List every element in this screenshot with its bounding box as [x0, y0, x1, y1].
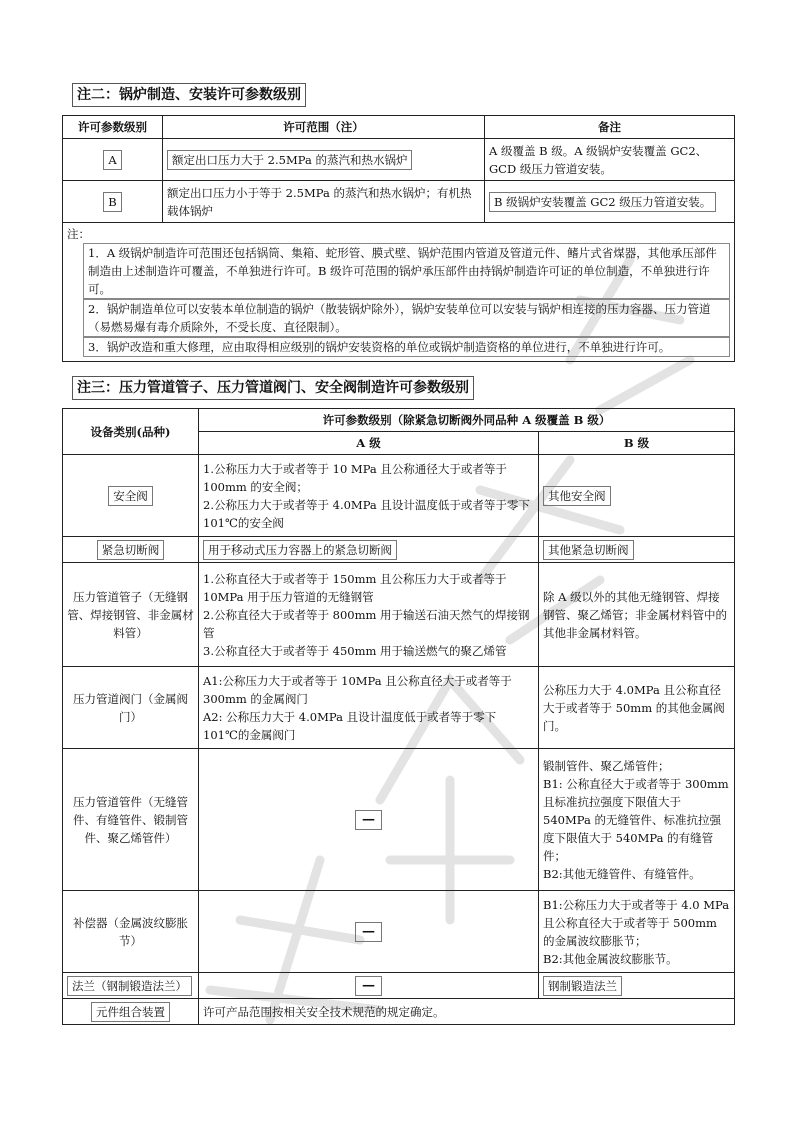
scope-cell: 额定出口压力大于 2.5MPa 的蒸汽和热水锅炉 [167, 150, 412, 170]
section2-title: 注二：锅炉制造、安装许可参数级别 [72, 83, 306, 107]
note-item: 2．锅炉制造单位可以安装本单位制造的锅炉（散装锅炉除外），锅炉安装单位可以安装与锅炉相连接的压力容器、压力管道（易燃易爆有毒介质除外，不受长度、直径限制）。 [83, 299, 730, 337]
note-item: 1．A 级锅炉制造许可范围还包括锅筒、集箱、蛇形管、膜式壁、锅炉范围内管道及管道元件、鳍片式省煤器，其他承压部件制造由上述制造许可覆盖，不单独进行许可。B 级许可范围的锅炉承压部件由持锅炉制造许可证的单位制造，不单独进行许可。 [83, 243, 730, 299]
b-level-cell: 公称压力大于 4.0MPa 且公称直径大于或者等于 50mm 的其他金属阀门。 [539, 667, 735, 749]
col-header-a: A 级 [199, 432, 539, 455]
table-row [63, 749, 735, 891]
table-row [63, 667, 735, 749]
section3-title: 注三：压力管道管子、压力管道阀门、安全阀制造许可参数级别 [72, 376, 474, 400]
col-header-levels: 许可参数级别（除紧急切断阀外同品种 A 级覆盖 B 级） [199, 409, 735, 432]
pipe-level-table [62, 408, 735, 1025]
a-level-cell: — [355, 922, 382, 942]
a-level-cell: 1.公称直径大于或者等于 150mm 且公称压力大于或者等于 10MPa 用于压力管道的无缝钢管 2.公称直径大于或者等于 800mm 用于输送石油天然气的焊接钢管 3.公称直径大于或者等于 450mm 用于输送燃气的聚乙烯管 [199, 563, 539, 667]
category-cell: 安全阀 [108, 486, 153, 506]
category-cell: 法兰（钢制锻造法兰） [67, 976, 192, 996]
category-cell: 压力管道管件（无缝管件、有缝管件、锻制管件、聚乙烯管件） [63, 749, 199, 891]
remark-cell: B 级锅炉安装覆盖 GC2 级压力管道安装。 [489, 192, 716, 212]
b-level-cell: 锻制管件、聚乙烯管件； B1: 公称直径大于或者等于 300mm 且标准抗拉强度下限值大于 540MPa 的无缝管件、标准抗拉强度下限值大于 540MPa 的有缝管件； B2:其他无缝管件、有缝管件。 [539, 749, 735, 891]
col-header-scope: 许可范围（注） [163, 116, 485, 139]
col-header-category: 设备类别(品种) [63, 409, 199, 455]
table-row [63, 181, 735, 223]
b-level-cell: 其他紧急切断阀 [543, 540, 634, 560]
b-level-cell: 钢制锻造法兰 [543, 976, 622, 996]
b-level-cell: 其他安全阀 [543, 486, 611, 506]
a-level-cell: A1:公称压力大于或者等于 10MPa 且公称直径大于或者等于 300mm 的金属阀门 A2: 公称压力大于 4.0MPa 且设计温度低于或者等于零下 101℃的金属阀门 [199, 667, 539, 749]
table-row [63, 455, 735, 537]
category-cell: 压力管道管子（无缝钢管、焊接钢管、非金属材料管） [63, 563, 199, 667]
notes-row [63, 223, 735, 362]
scope-cell: 额定出口压力小于等于 2.5MPa 的蒸汽和热水锅炉；有机热载体锅炉 [163, 181, 485, 223]
remark-cell: A 级覆盖 B 级。A 级锅炉安装覆盖 GC2、GCD 级压力管道安装。 [485, 139, 735, 181]
category-cell: 压力管道阀门（金属阀门） [63, 667, 199, 749]
col-header-remark: 备注 [485, 116, 735, 139]
category-cell: 补偿器（金属波纹膨胀节） [63, 891, 199, 973]
col-header-b: B 级 [539, 432, 735, 455]
b-level-cell: B1:公称压力大于或者等于 4.0 MPa 且公称直径大于或者等于 500mm 的金属波纹膨胀节； B2:其他金属波纹膨胀节。 [539, 891, 735, 973]
col-header-level: 许可参数级别 [63, 116, 163, 139]
table-row [63, 999, 735, 1025]
table-row [63, 563, 735, 667]
a-level-cell: — [355, 976, 382, 996]
a-level-cell: — [355, 810, 382, 830]
level-cell: A [103, 150, 121, 170]
table-row [63, 891, 735, 973]
boiler-level-table [62, 115, 735, 362]
category-cell: 元件组合装置 [91, 1002, 170, 1022]
table-row [63, 537, 735, 563]
level-cell: B [103, 192, 121, 212]
category-cell: 紧急切断阀 [97, 540, 165, 560]
combined-scope-cell: 许可产品范围按相关安全技术规范的规定确定。 [199, 999, 735, 1025]
b-level-cell: 除 A 级以外的其他无缝钢管、焊接钢管、聚乙烯管；非金属材料管中的其他非金属材料管。 [539, 563, 735, 667]
notes-label: 注： [67, 227, 90, 241]
table-row [63, 973, 735, 999]
table-row [63, 139, 735, 181]
note-item: 3．锅炉改造和重大修理，应由取得相应级别的锅炉安装资格的单位或锅炉制造资格的单位进行，不单独进行许可。 [83, 337, 730, 357]
a-level-cell: 1.公称压力大于或者等于 10 MPa 且公称通径大于或者等于 100mm 的安全阀； 2.公称压力大于或者等于 4.0MPa 且设计温度低于或者等于零下 101℃的安全阀 [199, 455, 539, 537]
a-level-cell: 用于移动式压力容器上的紧急切断阀 [203, 540, 397, 560]
